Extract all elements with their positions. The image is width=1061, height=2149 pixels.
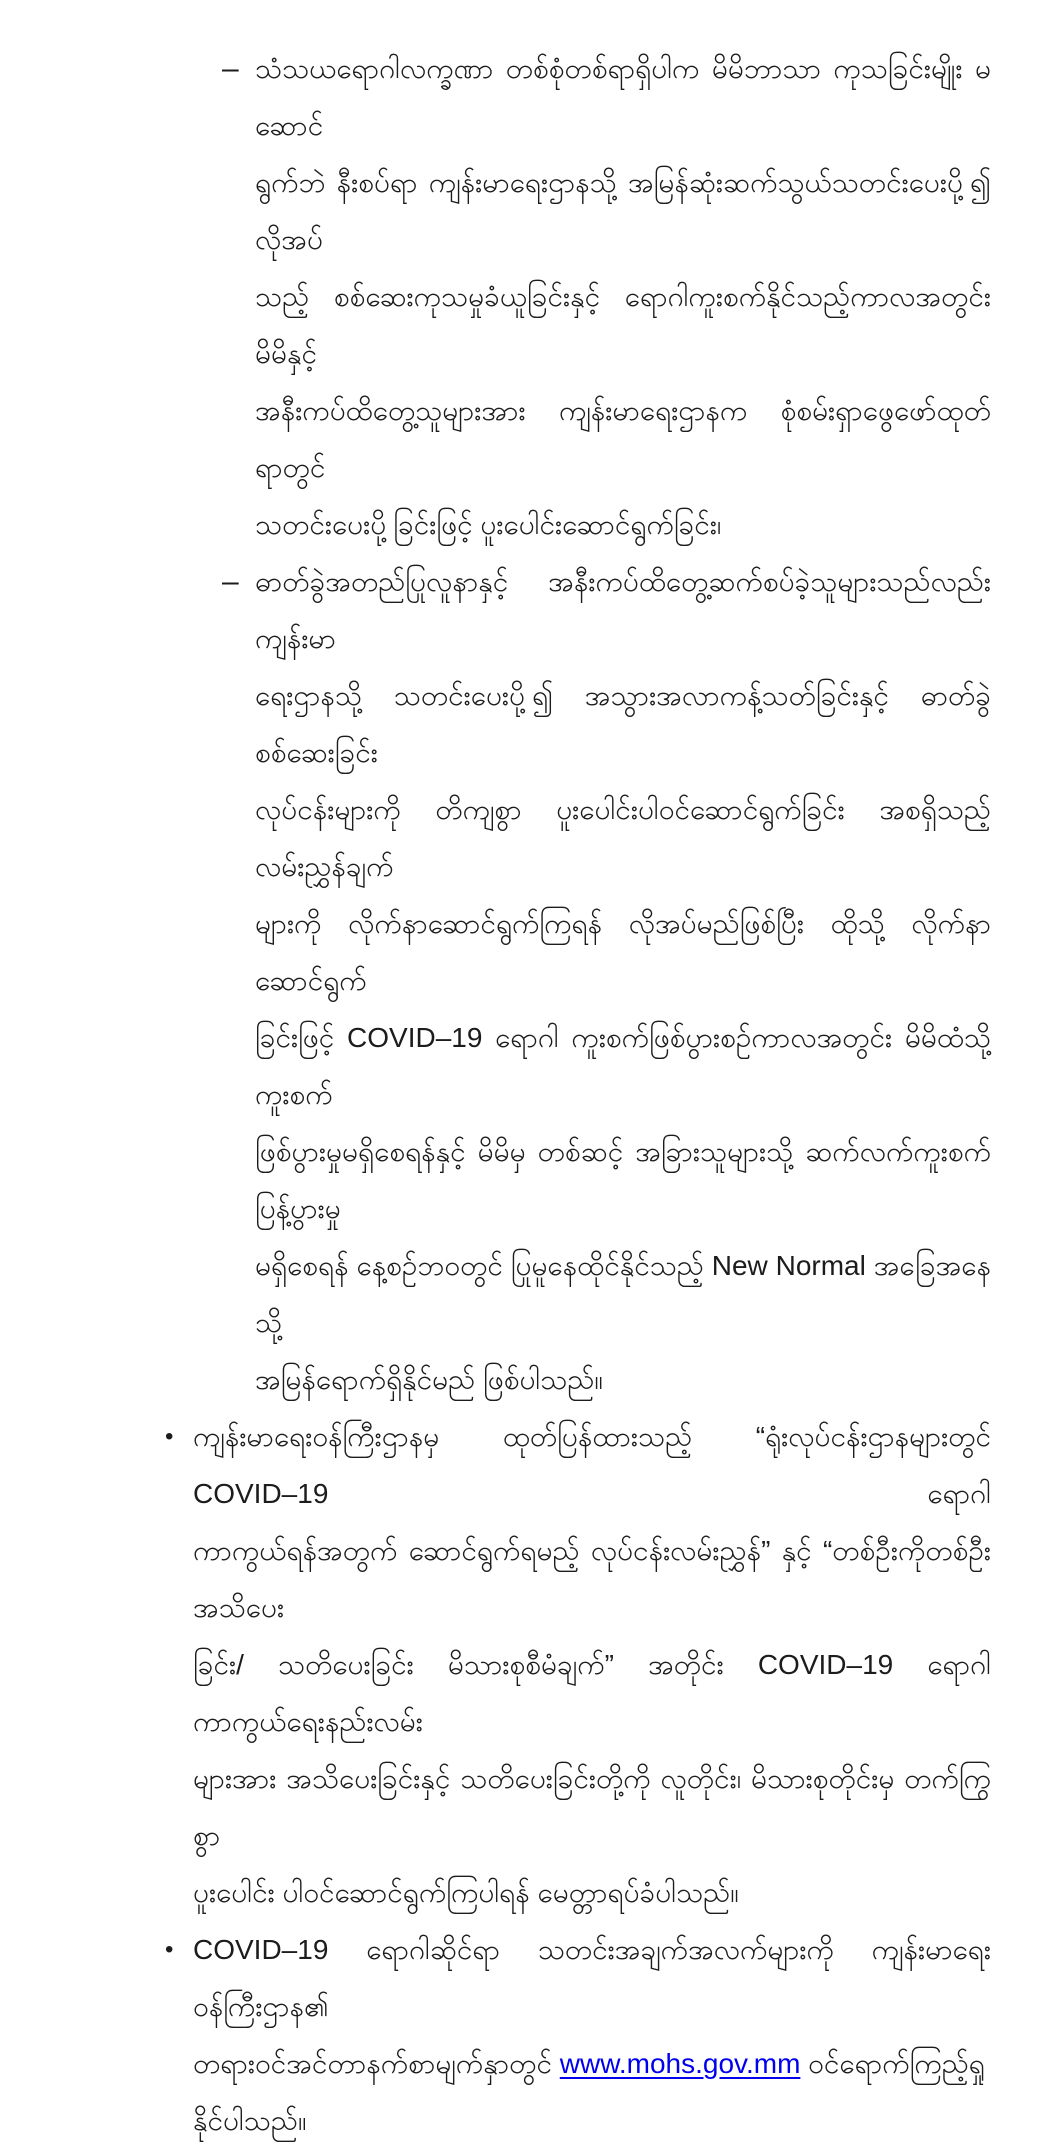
text-line: အမြန်ရောက်ရှိနိုင်မည် ဖြစ်ပါသည်။ (255, 1364, 603, 1395)
text-line: အနီးကပ်ထိတွေ့သူများအား ကျန်းမာရေးဌာနက စုံစမ်းရှာဖွေဖော်ထုတ်ရာတွင် (255, 395, 991, 483)
bullet-marker: • (165, 1936, 174, 1963)
text-line: ကျန်းမာရေးဝန်ကြီးဌာနမှ ထုတ်ပြန်ထားသည့် “ရုံးလုပ်ငန်းဌာနများတွင် COVID–19 ရောဂါ (193, 1421, 991, 1509)
text-line: သံသယရောဂါလက္ခဏာ တစ်စုံတစ်ရာရှိပါက မိမိဘာသာ ကုသခြင်းမျိုး မဆောင် (255, 53, 991, 141)
bullet-list-item-1 (165, 1408, 991, 1921)
text-line: ခြင်းဖြင့် COVID–19 ရောဂါ ကူးစက်ဖြစ်ပွားစဉ်ကာလအတွင်း မိမိထံသို့ ကူးစက် (255, 1022, 991, 1110)
text-line: များအား အသိပေးခြင်းနှင့် သတိပေးခြင်းတို့ကို လူတိုင်း၊ မိသားစုတိုင်းမှ တက်ကြွစွာ (193, 1763, 991, 1851)
text-line: လုပ်ငန်းများကို တိကျစွာ ပူးပေါင်းပါဝင်ဆောင်ရွက်ခြင်း အစရှိသည့် လမ်းညွှန်ချက် (255, 794, 991, 882)
text-line: သည့် စစ်ဆေးကုသမှုခံယူခြင်းနှင့် ရောဂါကူးစက်နိုင်သည့်ကာလအတွင်း မိမိနှင့် (255, 281, 991, 369)
bullet-marker: • (165, 1423, 174, 1450)
text-line: ကာကွယ်ရန်အတွက် ဆောင်ရွက်ရမည့် လုပ်ငန်းလမ်းညွှန်” နှင့် “တစ်ဦးကိုတစ်ဦး အသိပေး (193, 1535, 991, 1623)
text-line: ဖြစ်ပွားမှုမရှိစေရန်နှင့် မိမိမှ တစ်ဆင့် အခြားသူများသို့ ဆက်လက်ကူးစက်ပြန့်ပွားမှု (255, 1136, 991, 1224)
text-line: COVID–19 ရောဂါဆိုင်ရာ သတင်းအချက်အလက်များကို ကျန်းမာရေးဝန်ကြီးဌာန၏ (193, 1934, 991, 2022)
text-line: မရှိစေရန် နေ့စဉ်ဘဝတွင် ပြုမူနေထိုင်နိုင်သည့် New Normal အခြေအနေ သို့ (255, 1250, 991, 1338)
text-line: ပူးပေါင်း ပါဝင်ဆောင်ရွက်ကြပါရန် မေတ္တာရပ်ခံပါသည်။ (193, 1877, 739, 1908)
link-line-prefix: တရားဝင်အင်တာနက်စာမျက်နှာတွင် (193, 2048, 560, 2079)
link-line (193, 2035, 991, 2149)
dash-item-2-body (255, 553, 991, 1408)
text-line: သတင်းပေးပို့ခြင်းဖြင့် ပူးပေါင်းဆောင်ရွက်ခြင်း၊ (255, 509, 722, 540)
text-line: များကို လိုက်နာဆောင်ရွက်ကြရန် လိုအပ်မည်ဖြစ်ပြီး ထိုသို့ လိုက်နာဆောင်ရွက် (255, 908, 991, 996)
mohs-website-link[interactable]: www.mohs.gov.mm (559, 2048, 801, 2079)
dash-list-item-1 (222, 40, 991, 553)
text-line: ရေးဌာနသို့ သတင်းပေးပို့၍ အသွားအလာကန့်သတ်ခြင်းနှင့် ဓာတ်ခွဲစစ်ဆေးခြင်း (255, 680, 991, 768)
bullet-item-1-body (193, 1408, 991, 1921)
bullet-list-item-2 (165, 1921, 991, 2149)
dash-item-1-body (255, 40, 991, 553)
text-line: ခြင်း/ သတိပေးခြင်း မိသားစုစီမံချက်” အတိုင်း COVID–19 ရောဂါ ကာကွယ်ရေးနည်းလမ်း (193, 1649, 991, 1737)
dash-marker: – (222, 52, 239, 85)
text-line: ရွက်ဘဲ နီးစပ်ရာ ကျန်းမာရေးဌာနသို့ အမြန်ဆုံးဆက်သွယ်သတင်းပေးပို့၍ လိုအပ် (255, 167, 991, 255)
dash-list-item-2 (222, 553, 991, 1408)
text-line: ဓာတ်ခွဲအတည်ပြုလူနာနှင့် အနီးကပ်ထိတွေ့ဆက်စပ်ခဲ့သူများသည်လည်း ကျန်းမာ (255, 566, 991, 654)
link-line-suffix: ဝင်ရောက်ကြည့်ရှုနိုင်ပါသည်။ (193, 2048, 985, 2136)
dash-marker: – (222, 565, 239, 598)
bullet-item-2-body (193, 1921, 991, 2149)
